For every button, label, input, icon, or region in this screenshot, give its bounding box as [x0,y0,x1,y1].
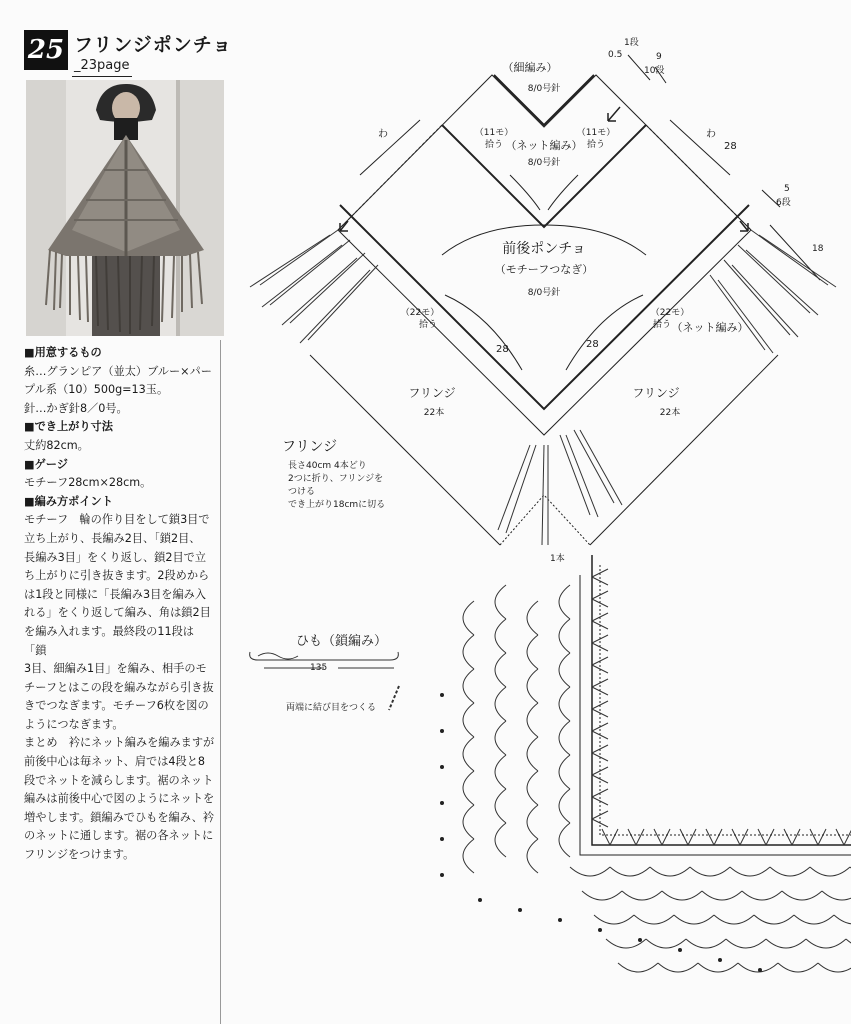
fringe-note [282,436,385,512]
net-neck-needle: 8/0号針 [527,158,561,168]
materials-line: 針…かぎ針8／0号。 [24,401,128,415]
net-loop [618,963,658,972]
net-loop [806,939,846,948]
dim-line [360,120,420,175]
net-loop [527,737,538,771]
net-loop [495,721,506,755]
net-loop [742,891,782,900]
hem-pick-right: 拾う [652,320,672,330]
poncho-photo [26,80,224,336]
points-line: れる」をくり返して編み、角は鎖2目 [24,606,211,620]
net-loop [570,867,610,876]
net-loop [559,789,570,823]
fringe-note-line: 長さ40cm 4本どり [288,461,367,471]
fringe-dot [638,938,642,942]
pickup-right: 拾う [586,140,606,150]
dim-18: 18 [812,244,824,254]
materials-line: 糸…グランピア（並太）ブルー×パー [24,364,212,378]
points-line: は1段と同様に「長編み3目を編み入 [24,587,207,601]
neck-needle-label: 8/0号針 [527,84,561,94]
net-loop [527,601,538,635]
fringe-count-left: 22本 [423,408,445,418]
net-loop [463,601,474,635]
materials-heading: ■用意するもの [24,346,102,359]
net-loop [559,721,570,755]
net-loop [610,867,650,876]
net-loop [527,635,538,669]
fringe-note-line: 2つに折り、フリンジを [288,474,384,484]
net-loop [714,915,754,924]
net-loop [818,963,851,972]
net-loop [778,963,818,972]
net-loop [495,687,506,721]
dim-6dan: 6段 [776,198,791,208]
pattern-number: 25 [24,30,68,70]
net-loop [766,939,806,948]
fringe-dot [518,908,522,912]
side-length: 28 [724,141,737,152]
page-reference-underline [72,76,132,77]
hem-length-left: 28 [496,344,509,355]
points-line: きでつなぎます。モチーフ6枚を図の [24,699,209,713]
net-loop [726,939,766,948]
fringe-dot [440,729,444,733]
points-line: を編み入れます。最終段の11段は「鎖 [24,624,194,657]
net-loop [495,789,506,823]
net-loop [463,805,474,839]
size-line: 丈約82cm。 [24,438,89,452]
net-loops-vertical [463,585,570,873]
net-loops-horizontal [570,867,851,972]
net-neck-label: （ネット編み） [505,139,583,152]
fringe-dot [598,928,602,932]
points-line: 立ち上がり、長編み2目、「鎖2目、 [24,531,201,545]
net-loop [527,839,538,873]
cord-length: 135 [310,663,328,673]
page-title: フリンジポンチョ [74,34,233,56]
points-line: まとめ 衿にネット編みを編みますが [24,736,215,750]
neck-stitch-label: （細編み） [502,61,558,74]
hem-pick-count-right: （22モ） [650,308,690,318]
points-line: モチーフ 輪の作り目をして鎖3目で [24,513,210,527]
fringe-dot [440,801,444,805]
stitch-fans [592,569,851,845]
fringe-note-line: でき上がり18cmに切る [288,500,386,510]
dim-10dan: 10段 [644,66,665,76]
net-loop [822,891,851,900]
net-hem-label: （ネット編み） [671,321,749,334]
pickup-count-left: （11モ） [474,128,514,138]
fringe-dot [440,765,444,769]
fringe-dot [478,898,482,902]
fringe-label-left: フリンジ [408,386,456,400]
net-loop [702,891,742,900]
net-loop [495,585,506,619]
points-line: 3目、細編み1目」を編み、相手のモ [24,662,207,676]
net-loop [794,915,834,924]
fringe-dot [440,693,444,697]
stitch-fan [706,829,722,845]
cord-note: 両端に結び目をつくる [286,703,377,713]
hem-length-right: 28 [586,339,599,350]
net-loop [559,755,570,789]
stitch-fan [758,829,774,845]
net-loop [463,703,474,737]
net-loop [559,823,570,857]
net-loop [495,755,506,789]
fringe-dot [678,948,682,952]
points-line: 長編み3目」をくり返し、鎖2目で立 [24,550,207,564]
net-loop [463,669,474,703]
net-loop [495,823,506,857]
net-loop [622,891,662,900]
points-line: 段でネットを減らします。裾のネット [24,773,214,787]
net-loop [559,687,570,721]
fringe-dot [758,968,762,972]
fringe-dot [558,918,562,922]
points-line: ち上がりに引き抜きます。2段めから [24,569,210,583]
net-loop [463,771,474,805]
net-loop [662,891,702,900]
stitch-fan [732,829,748,845]
dim-1dan: 1段 [624,38,639,48]
main-piece-title: 前後ポンチョ [502,241,586,257]
dim-9: 9 [656,52,662,62]
stitch-fan [680,829,696,845]
fringe-label-right: フリンジ [632,386,680,400]
net-loop [770,867,810,876]
stitch-fan [602,829,618,845]
net-loop [527,805,538,839]
fringe-dot [718,958,722,962]
net-loop [698,963,738,972]
net-loop [634,915,674,924]
net-loop [559,653,570,687]
net-loop [686,939,726,948]
net-loop [834,915,851,924]
materials-line: プル系（10）500g=13玉。 [24,383,169,397]
dim-5: 5 [784,184,790,194]
fringe-dots [440,693,762,972]
main-piece-sub: （モチーフつなぎ） [494,263,594,276]
gauge-line: モチーフ28cm×28cm。 [24,476,152,490]
net-loop [527,771,538,805]
net-loop [658,963,698,972]
net-loop [846,939,851,948]
size-heading: ■でき上がり寸法 [24,420,113,434]
net-loop [559,585,570,619]
stitch-fan [784,829,800,845]
cord-title: ひも（鎖編み） [296,634,388,649]
hem-pick-left: 拾う [418,320,438,330]
points-line: 編みは前後中心で図のようにネットを [24,792,215,806]
stitch-fan [836,829,851,845]
pickup-left: 拾う [484,140,504,150]
pickup-count-right: （11モ） [576,128,616,138]
stitch-fan [628,829,644,845]
net-loop [559,619,570,653]
net-loop [730,867,770,876]
net-loop [690,867,730,876]
fringe-count-right: 22本 [659,408,681,418]
points-line: フリンジをつけます。 [24,848,135,862]
net-loop [527,703,538,737]
column-divider [220,340,221,1024]
net-loop [527,669,538,703]
net-loop [582,891,622,900]
hem-pick-count-left: （22モ） [400,308,440,318]
points-line: 増やします。鎖編みでひもを編み、衿 [24,810,214,824]
points-line: ようにつなぎます。 [24,717,124,731]
stitch-fan [810,829,826,845]
fringe-dot [440,837,444,841]
fringe-note-line: つける [288,487,316,497]
stitch-fan [654,829,670,845]
net-loop [495,619,506,653]
points-line: チーフとはこの段を編みながら引き抜 [24,680,214,694]
net-loop [754,915,794,924]
one-strand-label: 1本 [550,554,565,564]
fold-label-right: わ [706,129,716,140]
net-loop [495,653,506,687]
dim-05: 0.5 [608,50,623,60]
fold-label-left: わ [378,129,388,140]
points-heading: ■編み方ポイント [24,494,113,508]
page-reference: _23page [74,58,130,73]
net-loop [650,867,690,876]
net-loop [782,891,822,900]
net-loop [463,839,474,873]
net-loop [674,915,714,924]
stitch-chart [420,555,851,1000]
main-needle: 8/0号針 [527,288,561,298]
gauge-heading: ■ゲージ [24,457,68,471]
net-loop [646,939,686,948]
neck-top-line [494,75,594,125]
fringe-note-title: フリンジ [282,439,338,455]
net-loop [463,737,474,771]
net-loop [810,867,850,876]
net-loop [594,915,634,924]
hem-band-line [340,205,749,409]
fringe-dot [440,873,444,877]
net-loop [738,963,778,972]
net-loop [463,635,474,669]
points-line: 前後中心は毎ネット、肩では4段と8 [24,755,206,769]
points-line: のネットに通します。裾の各ネットに [24,829,214,843]
instructions-column [24,344,216,865]
